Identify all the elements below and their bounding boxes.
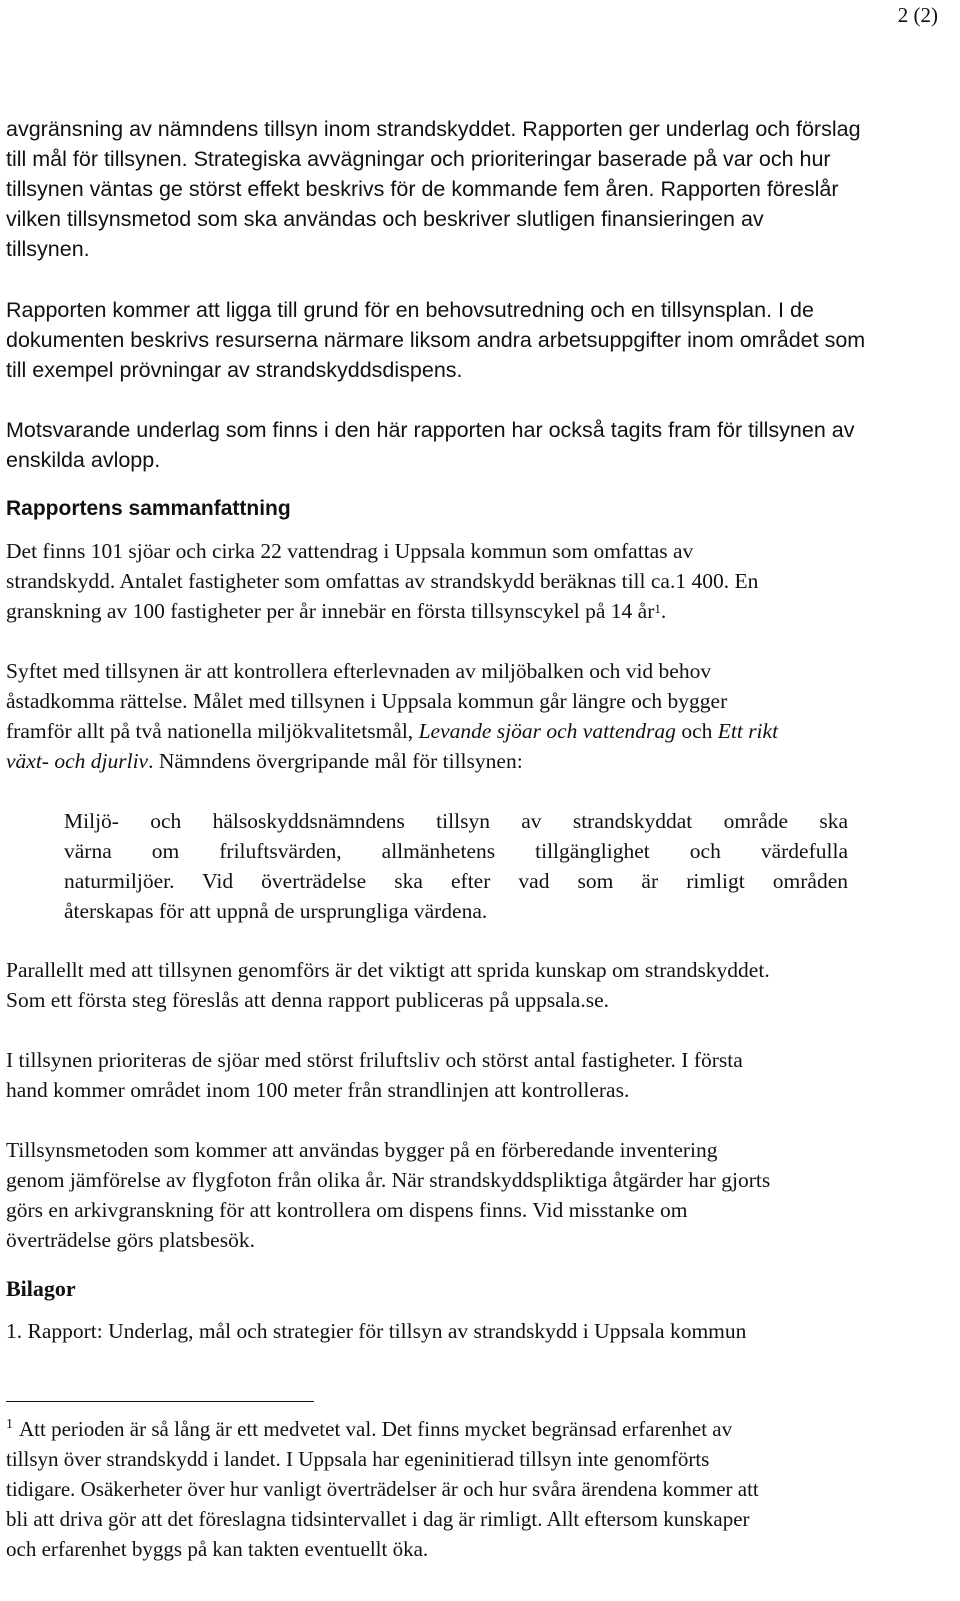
text-line: och erfarenhet byggs på kan takten eventuellt öka. xyxy=(6,1537,429,1561)
footnote-marker: 1 xyxy=(6,1417,13,1432)
text-line: Miljö- och hälsoskyddsnämndens tillsyn av strandskyddat område ska xyxy=(64,809,848,833)
text-line: avgränsning av nämndens tillsyn inom strandskyddet. Rapporten ger underlag och förslag xyxy=(6,117,861,141)
text-line: överträdelse görs platsbesök. xyxy=(6,1228,255,1252)
environmental-goal-lakes: Levande sjöar och vattendrag xyxy=(418,719,676,743)
text-line xyxy=(6,1414,940,1444)
intro-paragraph xyxy=(6,114,940,264)
priority-paragraph xyxy=(6,1045,940,1105)
footnote xyxy=(6,1414,940,1564)
text-line: Motsvarande underlag som finns i den här rapporten har också tagits fram för tillsynen av xyxy=(6,418,855,442)
text-line: bli att driva gör att det föreslagna tidsintervallet i dag är rimligt. Allt eftersom kunskaper xyxy=(6,1507,750,1531)
text-line: Som ett första steg föreslås att denna rapport publiceras på uppsala.se. xyxy=(6,988,610,1012)
text-line: görs en arkivgranskning för att kontrollera om dispens finns. Vid misstanke om xyxy=(6,1198,688,1222)
summary-heading: Rapportens sammanfattning xyxy=(6,497,291,520)
text-line: tillsynen. xyxy=(6,237,90,261)
text-line: Det finns 101 sjöar och cirka 22 vattendrag i Uppsala kommun som omfattas av xyxy=(6,539,694,563)
summary-paragraph xyxy=(6,536,940,626)
text-line: dokumenten beskrivs resurserna närmare liksom andra arbetsuppgifter inom området som xyxy=(6,328,866,352)
text-line: I tillsynen prioriteras de sjöar med störst friluftsliv och störst antal fastigheter. I första xyxy=(6,1048,743,1072)
text-line: Syftet med tillsynen är att kontrollera efterlevnaden av miljöbalken och vid behov xyxy=(6,659,712,683)
footnote-reference[interactable]: 1 xyxy=(654,601,661,616)
text-segment: . Nämndens övergripande mål för tillsynen: xyxy=(148,749,523,773)
text-line: tillsyn över strandskydd i landet. I Uppsala har egeninitierad tillsyn inte genomförts xyxy=(6,1447,710,1471)
text-line: vilken tillsynsmetod som ska användas och beskriver slutligen finansieringen av xyxy=(6,207,764,231)
footnote-divider xyxy=(6,1401,314,1402)
avlopp-paragraph xyxy=(6,415,940,475)
text-line: tidigare. Osäkerheter över hur vanligt överträdelser är och hur svåra ärendena kommer att xyxy=(6,1477,759,1501)
text-line: till exempel prövningar av strandskyddsdispens. xyxy=(6,358,463,382)
environmental-goal-biodiversity: Ett rikt xyxy=(717,719,779,743)
text-line: återskapas för att uppnå de ursprungliga värdena. xyxy=(64,899,488,923)
page-number: 2 (2) xyxy=(897,3,938,27)
text-line xyxy=(6,746,940,776)
attachment-item[interactable]: 1. Rapport: Underlag, mål och strategier för tillsyn av strandskydd i Uppsala kommun xyxy=(6,1319,747,1343)
text-segment: . xyxy=(660,599,667,623)
text-line: åstadkomma rättelse. Målet med tillsynen i Uppsala kommun går längre och bygger xyxy=(6,689,728,713)
text-line: strandskydd. Antalet fastigheter som omfattas av strandskydd beräknas till ca.1 400. En xyxy=(6,569,759,593)
text-line: Rapporten kommer att ligga till grund för en behovsutredning och en tillsynsplan. I de xyxy=(6,298,814,322)
text-line: Parallellt med att tillsynen genomförs är det viktigt att sprida kunskap om strandskyddet. xyxy=(6,958,770,982)
purpose-paragraph xyxy=(6,656,940,776)
attachments-heading: Bilagor xyxy=(6,1276,76,1301)
parallel-paragraph xyxy=(6,955,940,1015)
environmental-goal-biodiversity-cont: växt- och djurliv xyxy=(6,749,149,773)
text-line xyxy=(6,716,940,746)
text-segment: granskning av 100 fastigheter per år innebär en första tillsynscykel på 14 år xyxy=(6,599,655,623)
method-paragraph xyxy=(6,1135,940,1255)
text-line: Tillsynsmetoden som kommer att användas bygger på en förberedande inventering xyxy=(6,1138,718,1162)
text-line: tillsynen väntas ge störst effekt beskrivs för de kommande fem åren. Rapporten föreslår xyxy=(6,177,839,201)
text-line xyxy=(6,596,940,626)
text-line: hand kommer området inom 100 meter från strandlinjen att kontrolleras. xyxy=(6,1078,630,1102)
text-line: genom jämförelse av flygfoton från olika år. När strandskyddspliktiga åtgärder har gjorts xyxy=(6,1168,771,1192)
text-line: enskilda avlopp. xyxy=(6,448,161,472)
text-line: värna om friluftsvärden, allmänhetens tillgänglighet och värdefulla xyxy=(64,839,848,863)
attachments-list xyxy=(6,1316,940,1346)
text-line: till mål för tillsynen. Strategiska avvägningar och prioriteringar baserade på var och hur xyxy=(6,147,831,171)
goal-quote-block xyxy=(64,806,848,926)
text-line: naturmiljöer. Vid överträdelse ska efter vad som är rimligt områden xyxy=(64,869,848,893)
behovsutredning-paragraph xyxy=(6,295,940,385)
text-segment: framför allt på två nationella miljökvalitetsmål, xyxy=(6,719,419,743)
text-segment: Att perioden är så lång är ett medvetet val. Det finns mycket begränsad erfarenhet av xyxy=(19,1417,733,1441)
text-segment: och xyxy=(675,719,718,743)
